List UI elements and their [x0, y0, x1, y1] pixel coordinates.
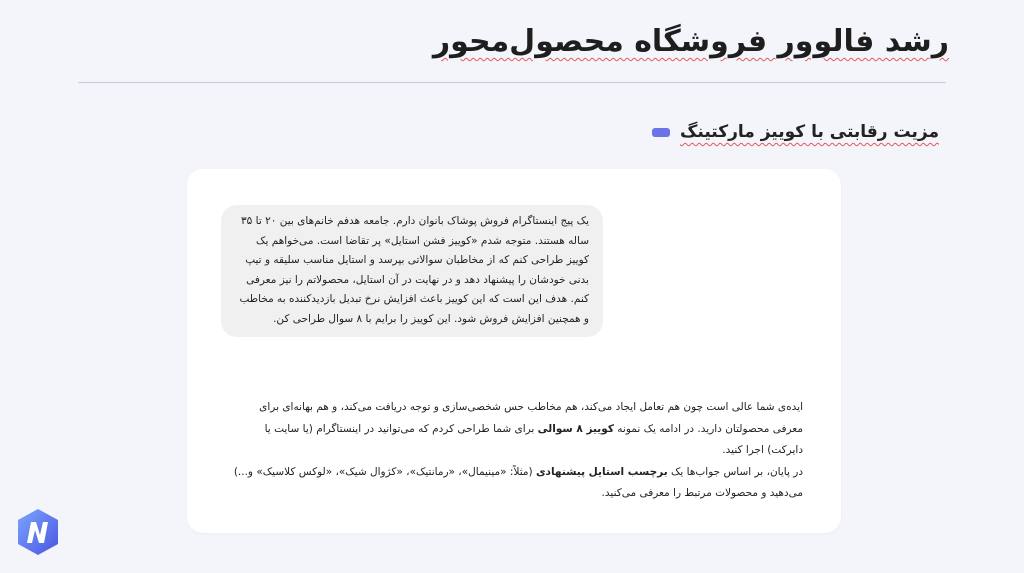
assistant-reply	[229, 397, 803, 505]
reply-text: در پایان، بر اساس جواب‌ها یک	[667, 465, 803, 478]
title-divider	[78, 82, 946, 83]
reply-text: برای شما طراحی کردم که می‌توانید در اینستاگرام (یا سایت یا دایرکت) اجرا کنید.	[264, 422, 803, 456]
user-message-bubble: یک پیج اینستاگرام فروش پوشاک بانوان دارم. جامعه هدفم خانم‌های بین ۲۰ تا ۳۵ ساله هستند. متوجه شدم «کوییز فشن استایل» پر تقاضا است. می‌خواهم یک کوییز طراحی کنم که از مخاطبان سوالاتی بپرسد و استایل مناسب سلیقه و تیپ بدنی خودشان را پیشنهاد دهد و در نهایت در آن استایل، محصولاتم را نیز معرفی کنم. هدف این است که این کوییز باعث افزایش نرخ تبدیل بازدیدکننده به مخاطب و همچنین افزایش فروش شود. این کوییز را برایم با ۸ سوال طراحی کن.	[221, 205, 603, 337]
reply-bold-text: برچسب استایل پیشنهادی	[535, 465, 668, 478]
reply-paragraph-2	[229, 462, 803, 505]
page-title: رشد فالوور فروشگاه محصول‌محور	[432, 24, 949, 59]
reply-text: (مثلاً: «مینیمال»، «رمانتیک»، «کژوال شیک»، «لوکس کلاسیک» و...) می‌دهید و محصولات مرتبط را معرفی می‌کنید.	[233, 465, 803, 499]
reply-paragraph-1	[229, 397, 803, 462]
section-heading-text: مزیت رقابتی با کوییز مارکتینگ	[680, 122, 939, 142]
chat-card	[187, 169, 841, 533]
section-marker-icon	[652, 128, 670, 137]
brand-n-logo-icon	[13, 507, 63, 557]
reply-bold-text: کوییز ۸ سوالی	[537, 422, 614, 435]
section-heading	[652, 122, 939, 142]
reply-text: ایده‌ی شما عالی است چون هم تعامل ایجاد می‌کند، هم مخاطب حس شخصی‌سازی و توجه دریافت می‌کند، و هم بهانه‌ای برای معرفی محصولتان دارید. در ادامه یک نمونه	[259, 401, 803, 435]
